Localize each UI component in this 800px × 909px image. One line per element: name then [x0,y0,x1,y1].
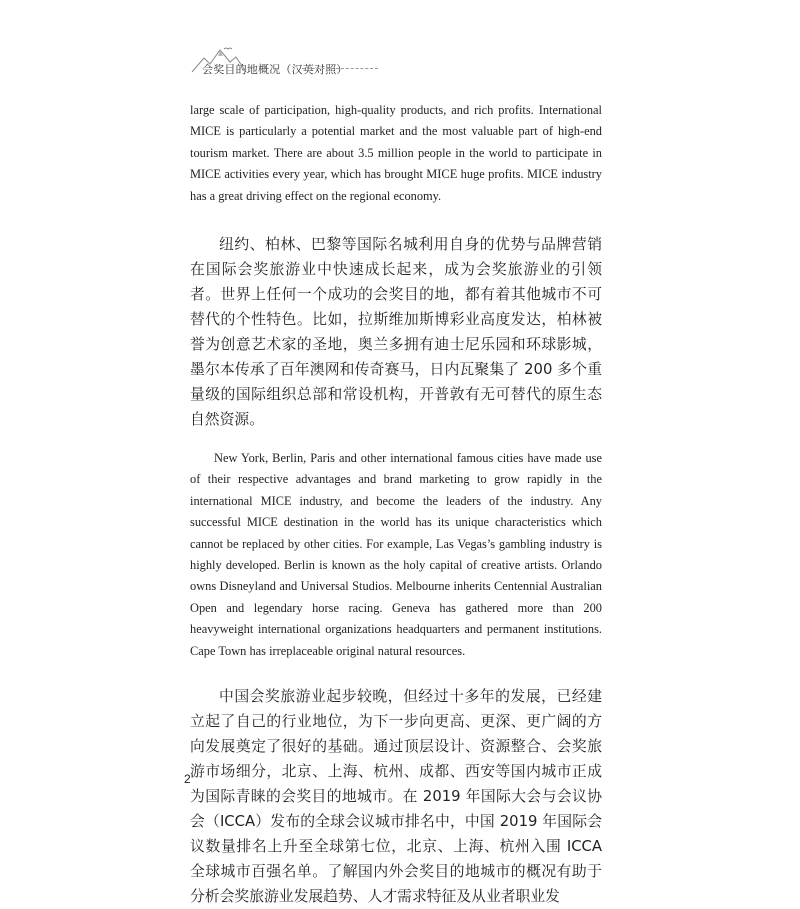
running-title: 会奖目的地概况（汉英对照） [202,63,348,76]
english-paragraph-2: New York, Berlin, Paris and other international famous cities have made use of their respective advantages and brand marketing to grow rapidly in the international MICE industry, and become the leaders of the industry. Any successful MICE destination in the world has its unique characteristics which cannot be replaced by other cities. For example, Las Vegas’s gambling industry is highly developed. Berlin is known as the holy capital of creative artists. Orlando owns Disneyland and Universal Studios. Melbourne inherits Centennial Australian Open and legendary horse racing. Geneva has gathered more than 200 heavyweight international organizations headquarters and permanent institutions. Cape Town has irreplaceable original natural resources. [190,451,602,658]
english-paragraph-1: large scale of participation, high-quality products, and rich profits. International MICE is particularly a potential market and the most valuable part of high-end tourism market. There are about 3.5 million people in the world to participate in MICE activities every year, which has brought MICE huge profits. MICE industry has a great driving effect on the regional economy. [190,103,602,203]
page-body [190,100,602,909]
header-divider [302,68,378,69]
chinese-paragraph-2: 中国会奖旅游业起步较晚，但经过十多年的发展，已经建立起了自己的行业地位，为下一步向更高、更深、更广阔的方向发展奠定了很好的基础。通过顶层设计、资源整合、会奖旅游市场细分，北京、上海、杭州、成都、西安等国内城市正成为国际青睐的会奖目的地城市。在 2019 年国际大会与会议协会（ICCA）发布的全球会议城市排名中，中国 2019 年国际会议数量排名上升至全球第七位，北京、上海、杭州入围 ICCA 全球城市百强名单。了解国内外会奖目的地城市的概况有助于分析会奖旅游业发展趋势、人才需求特征及从业者职业发 [190,688,602,906]
page-number: 2 [184,772,191,786]
chinese-paragraph-1: 纽约、柏林、巴黎等国际名城利用自身的优势与品牌营销在国际会奖旅游业中快速成长起来，成为会奖旅游业的引领者。世界上任何一个成功的会奖目的地，都有着其他城市不可替代的个性特色。比如，拉斯维加斯博彩业高度发达，柏林被誉为创意艺术家的圣地，奥兰多拥有迪士尼乐园和环球影城，墨尔本传承了百年澳网和传奇赛马，日内瓦聚集了 200 多个重量级的国际组织总部和常设机构，开普敦有无可替代的原生态自然资源。 [190,236,602,429]
running-header [190,44,390,76]
